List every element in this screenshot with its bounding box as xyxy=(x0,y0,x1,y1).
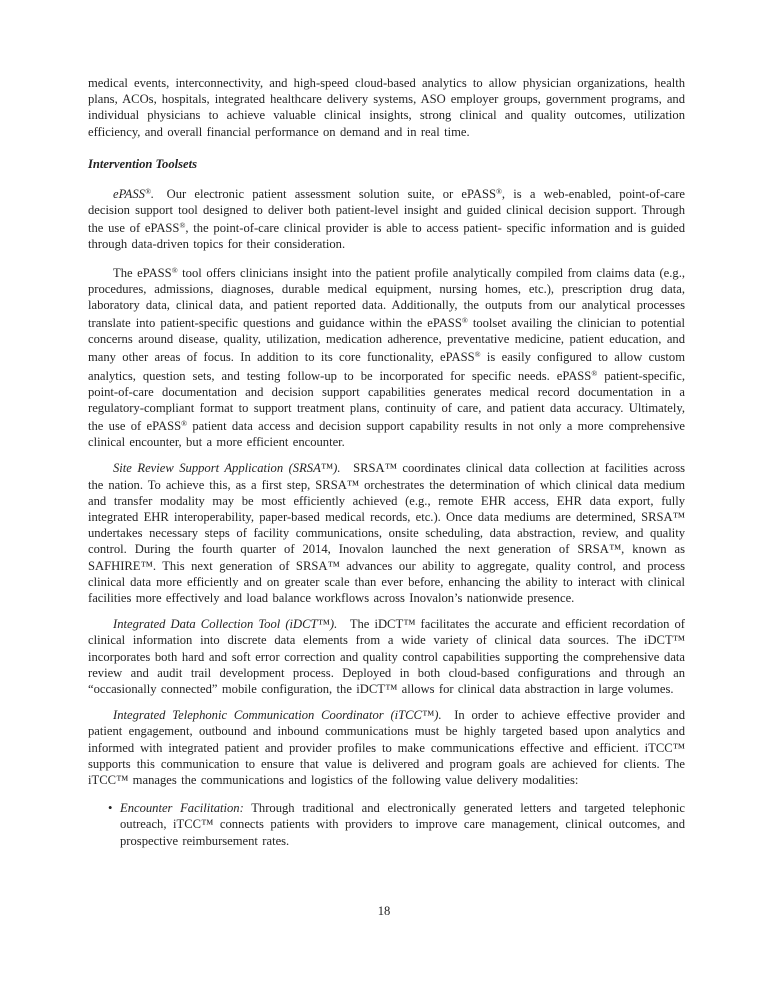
paragraph: Site Review Support Application (SRSA™). SRSA™ coordinates clinical data collection at facilities across the nation. To achieve this, as a first step, SRSA™ orchestrates the determination of which clinical data medium and transfer modality may be most efficiently achieved (e.g., remote EHR access, EHR data export, fully integrated EHR interoperability, paper-based medical records, etc.). Once data mediums are determined, SRSA™ undertakes necessary steps of facility communications, onsite scheduling, data abstraction, review, and quality control. During the fourth quarter of 2014, Inovalon launched the next generation of SRSA™, known as SAFHIRE™. This next generation of SRSA™ advances our ability to aggregate, quality control, and process clinical data more efficiently and on greater scale than ever before, enhancing the ability to interact with clinical facilities more effectively and load balance workflows across Inovalon’s nationwide presence. xyxy=(88,461,685,605)
paragraph: Integrated Telephonic Communication Coordinator (iTCC™). In order to achieve effective provider and patient engagement, outbound and inbound communications must be highly targeted based upon analytics and informed with integrated patient and provider profiles to make communications effective and efficient. iTCC™ supports this communication to ensure that value is delivered and program goals are achieved for clients. The iTCC™ manages the communications and logistics of the following value delivery modalities: xyxy=(88,708,685,787)
paragraph: medical events, interconnectivity, and high-speed cloud-based analytics to allow physician organizations, health plans, ACOs, hospitals, integrated healthcare delivery systems, ASO employer groups, government programs, and individual physicians to achieve valuable clinical insights, strong clinical and quality outcomes, utilization efficiency, and overall financial performance on demand and in real time. xyxy=(88,76,685,139)
bullet-item: • Encounter Facilitation: Through traditional and electronically generated letters and targeted telephonic outreach, iTCC™ connects patients with providers to improve care management, clinical outcomes, and prospective reimbursement rates. xyxy=(88,800,685,849)
document-body xyxy=(88,75,685,849)
section-heading: Intervention Toolsets xyxy=(88,156,198,171)
paragraph: The ePASS® tool offers clinicians insight into the patient profile analytically compiled from claims data (e.g., procedures, admissions, diagnoses, durable medical equipment, nursing homes, etc.), prescription drug data, laboratory data, clinical data, and patient reported data. Additionally, the outputs from our analytical processes translate into patient-specific questions and guidance within the ePASS® toolset availing the clinician to potential concerns around disease, quality, utilization, medication adherence, preventative medicine, patient education, and many other areas of focus. In addition to its core functionality, ePASS® is easily configured to allow custom analytics, question sets, and testing follow-up to be incorporated for specific needs. ePASS® patient-specific, point-of-care documentation and decision support capabilities generates medical record documentation in a regulatory-compliant format to support treatment plans, continuity of care, and patient data accuracy. Ultimately, the use of ePASS® patient data access and decision support capability results in not only a more comprehensive clinical encounter, but a more efficient encounter. xyxy=(88,265,686,450)
paragraph: ePASS®. Our electronic patient assessment solution suite, or ePASS®, is a web-enabled, point-of-care decision support tool designed to deliver both patient-level insight and guided clinical decision support. Through the use of ePASS®, the point-of-care clinical provider is able to access patient- specific information and is guided through data-driven topics for their consideration. xyxy=(88,186,686,252)
paragraph: Integrated Data Collection Tool (iDCT™). The iDCT™ facilitates the accurate and efficient recordation of clinical information into discrete data elements from a wide variety of clinical data sources. The iDCT™ incorporates both hard and soft error correction and quality control capabilities supporting the comprehensive data review and audit trail development process. Deployed in both cloud-based configurations and through an “occasionally connected” mobile configuration, the iDCT™ allows for clinical data abstraction in large volumes. xyxy=(88,617,685,696)
page-number: 18 xyxy=(377,904,391,918)
